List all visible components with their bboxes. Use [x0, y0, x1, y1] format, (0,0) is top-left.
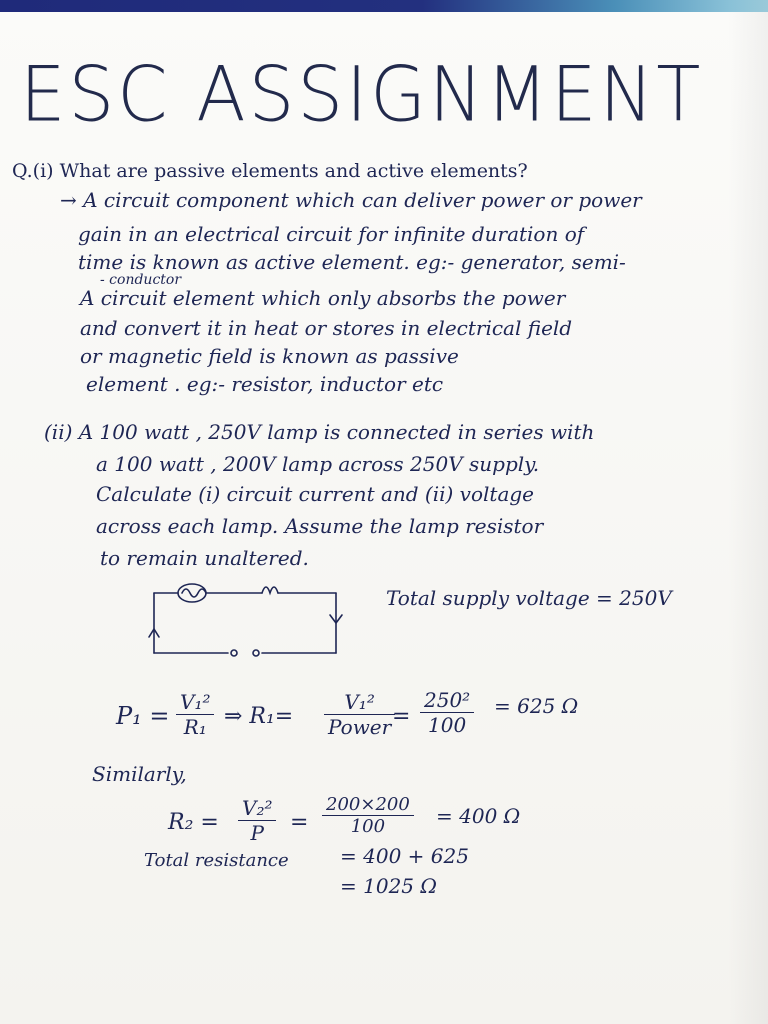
question-2-line-4: across each lamp. Assume the lamp resistor — [96, 514, 544, 538]
eq2-f1-denominator: P — [250, 821, 264, 845]
eq2-f1-numerator: V₂² — [238, 796, 276, 821]
lamp-icon — [178, 584, 206, 602]
active-answer-line-1: → A circuit component which can deliver power or power — [60, 188, 642, 212]
eq1-fraction-1 — [176, 690, 214, 739]
eq1-f1-numerator: V₁² — [176, 690, 214, 715]
passive-answer-line-2: and convert it in heat or stores in electrical field — [80, 316, 573, 340]
question-2-line-5: to remain unaltered. — [100, 546, 309, 570]
eq2-result: = 400 Ω — [436, 804, 521, 828]
total-resistance-sum: = 400 + 625 — [340, 844, 469, 868]
conductor-note: - conductor — [100, 272, 182, 288]
eq2-equals: = — [290, 810, 309, 835]
total-resistance-label: Total resistance — [144, 850, 289, 871]
question-1-heading: Q.(i) What are passive elements and active elements? — [12, 160, 528, 182]
passive-answer-line-4: element . eg:- resistor, inductor etc — [86, 372, 444, 396]
total-resistance-result: = 1025 Ω — [340, 874, 437, 898]
eq2-fraction-2 — [322, 794, 414, 837]
eq1-f3-denominator: 100 — [428, 713, 467, 737]
supply-voltage-note: Total supply voltage = 250V — [386, 586, 672, 610]
similarly-label: Similarly, — [92, 762, 187, 786]
page-shadow — [728, 0, 768, 1024]
terminal-icon — [231, 650, 237, 656]
circuit-diagram — [140, 575, 350, 665]
passive-answer-line-3: or magnetic field is known as passive — [80, 344, 459, 368]
eq1-lhs: P₁ = — [116, 702, 170, 730]
eq2-f2-denominator: 100 — [350, 816, 386, 837]
assignment-title: ESC ASSIGNMENT — [20, 49, 704, 139]
passive-answer-line-1: A circuit element which only absorbs the power — [80, 286, 566, 310]
eq2-f2-numerator: 200×200 — [322, 794, 414, 816]
question-2-line-1: (ii) A 100 watt , 250V lamp is connected in series with — [44, 420, 595, 444]
eq1-f2-numerator: V₁² — [324, 690, 395, 715]
page-top-edge — [0, 0, 768, 12]
resistor-icon — [262, 587, 278, 593]
eq1-equals: = — [392, 704, 411, 729]
active-answer-line-3: time is known as active element. eg:- generator, semi- — [78, 250, 626, 274]
eq1-arrow: ⇒ R₁= — [224, 704, 294, 729]
question-2-line-3: Calculate (i) circuit current and (ii) voltage — [96, 482, 535, 506]
active-answer-line-2: gain in an electrical circuit for infinite duration of — [78, 222, 585, 246]
eq1-result: = 625 Ω — [494, 694, 579, 718]
eq2-lhs: R₂ = — [168, 810, 219, 835]
question-2-line-2: a 100 watt , 200V lamp across 250V supply. — [96, 452, 540, 476]
eq1-fraction-3 — [420, 688, 474, 737]
terminal-icon — [253, 650, 259, 656]
eq1-fraction-2 — [324, 690, 395, 739]
eq1-f1-denominator: R₁ — [183, 715, 207, 739]
eq1-f2-denominator: Power — [328, 715, 392, 739]
eq2-fraction-1 — [238, 796, 276, 845]
eq1-f3-numerator: 250² — [420, 688, 474, 713]
